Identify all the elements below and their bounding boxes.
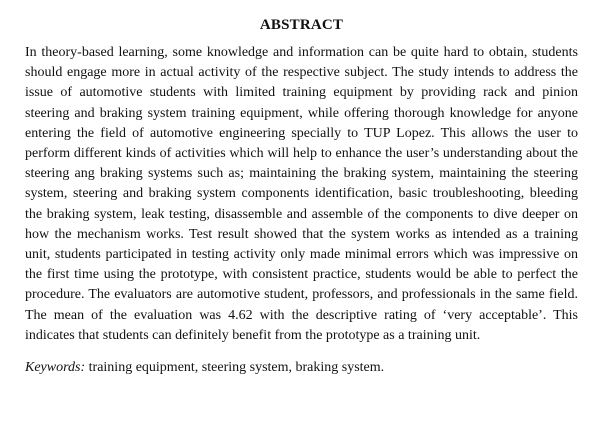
keywords-label: Keywords: xyxy=(25,360,86,376)
abstract-body: In theory-based learning, some knowledge and information can be quite hard to obtain, students should engage more in actual activity of the respective subject. The study intends to address the issue of automotive students with limited training equipment by providing rack and pinion steering and braking system training equipment, while offering thorough knowledge for anyone entering the field of automotive engineering specially to TUP Lopez. This allows the user to perform different kinds of activities which will help to enhance the user’s understanding about the steering ang braking systems such as; maintaining the braking system, maintaining the steering system, steering and braking system components identification, basic troubleshooting, bleeding the braking system, leak testing, disassemble and assemble of the components to dive deeper on how the mechanism works. Test result showed that the system works as intended as a training unit, students participated in testing activity only made minimal errors which was impressive on the first time using the prototype, with consistent practice, students would be able to perfect the procedure. The evaluators are automotive student, professors, and professionals in the same field. The mean of the evaluation was 4.62 with the descriptive rating of ‘very acceptable’. This indicates that students can definitely benefit from the prototype as a training unit. xyxy=(25,45,578,343)
abstract-heading: ABSTRACT xyxy=(259,17,344,33)
keywords-text: training equipment, steering system, braking system. xyxy=(85,360,385,376)
keywords-line xyxy=(25,358,578,378)
